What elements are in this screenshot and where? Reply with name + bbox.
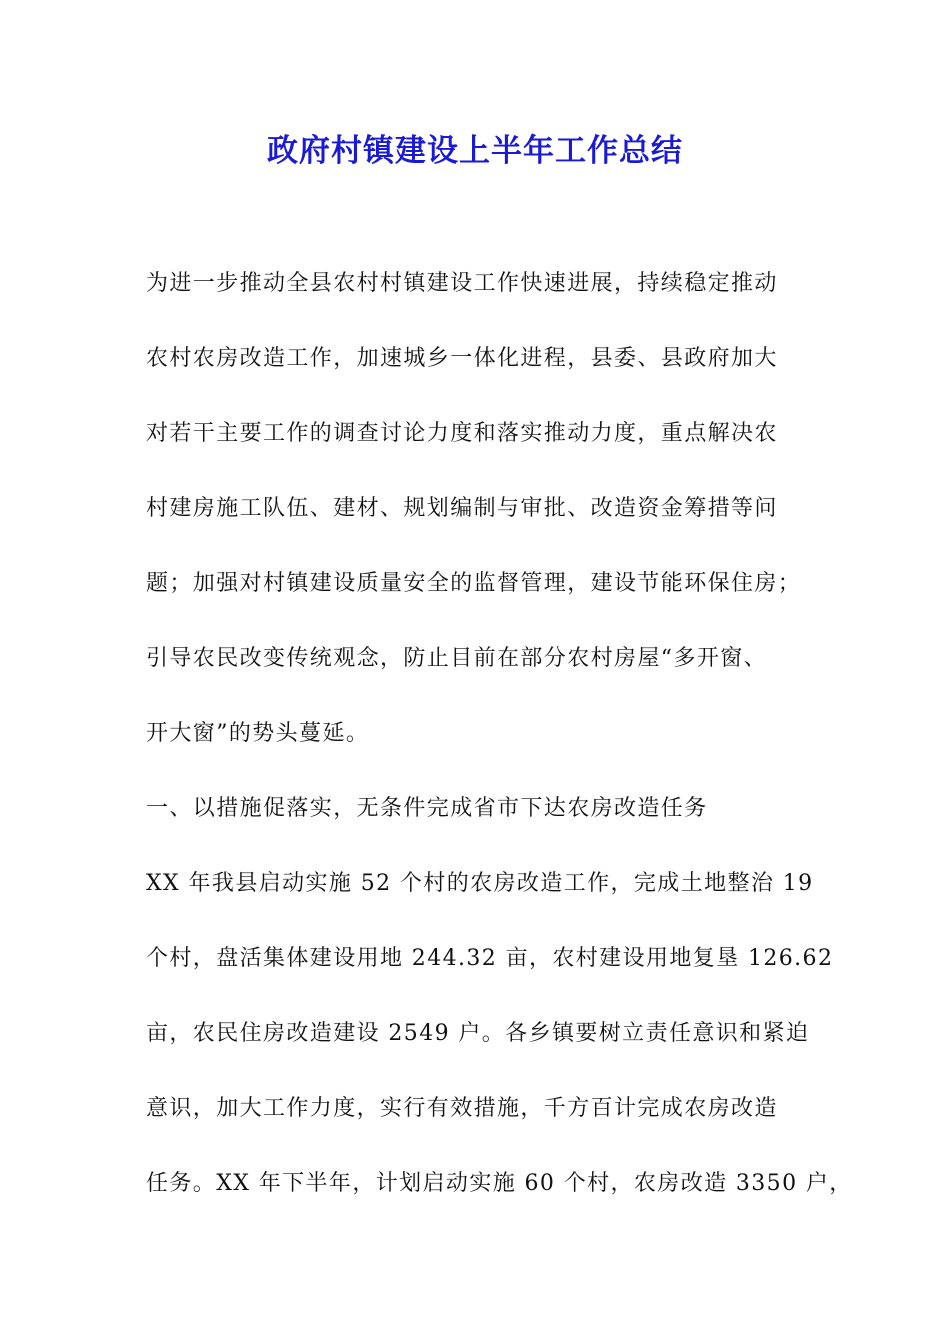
paragraph-line-7: 开大窗”的势头蔓延。: [146, 721, 370, 746]
paragraph-line-5: 题；加强对村镇建设质量安全的监督管理，建设节能环保住房；: [146, 571, 802, 596]
paragraph-line-3: 对若干主要工作的调查讨论力度和落实推动力度，重点解决农: [146, 421, 778, 446]
paragraph-line-12: 任务。XX 年下半年，计划启动实施 60 个村，农房改造 3350 户，: [146, 1171, 853, 1196]
section-heading-1: 一、以措施促落实，无条件完成省市下达农房改造任务: [146, 796, 708, 821]
paragraph-line-8: XX 年我县启动实施 52 个村的农房改造工作，完成土地整治 19: [146, 871, 814, 896]
paragraph-line-2: 农村农房改造工作，加速城乡一体化进程，县委、县政府加大: [146, 346, 778, 371]
paragraph-line-9: 个村，盘活集体建设用地 244.32 亩，农村建设用地复垦 126.62: [146, 946, 834, 971]
paragraph-line-4: 村建房施工队伍、建材、规划编制与审批、改造资金筹措等问: [146, 496, 778, 521]
paragraph-line-6: 引导农民改变传统观念，防止目前在部分农村房屋“多开窗、: [146, 646, 768, 671]
document-title: 政府村镇建设上半年工作总结: [267, 133, 683, 169]
paragraph-line-11: 意识，加大工作力度，实行有效措施，千方百计完成农房改造: [146, 1096, 778, 1121]
paragraph-line-1: 为进一步推动全县农村村镇建设工作快速进展，持续稳定推动: [146, 271, 778, 296]
paragraph-line-10: 亩，农民住房改造建设 2549 户。各乡镇要树立责任意识和紧迫: [146, 1021, 810, 1046]
